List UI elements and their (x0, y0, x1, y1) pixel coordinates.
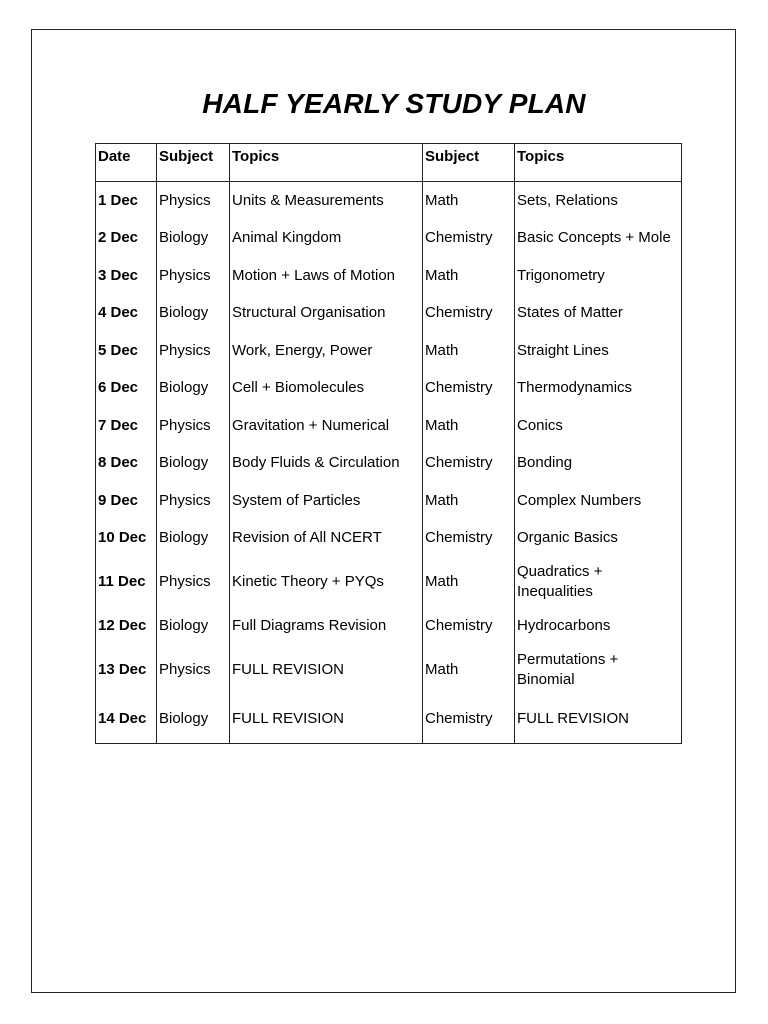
date-cell: 3 Dec (96, 257, 157, 295)
topic-cell: Sets, Relations (515, 182, 682, 220)
table-row (96, 645, 682, 695)
column-header-topics: Topics (515, 144, 682, 182)
topic-cell: Organic Basics (515, 520, 682, 558)
date-cell: 6 Dec (96, 370, 157, 408)
subject-cell: Biology (157, 695, 230, 744)
topic-cell: Quadratics + Inequalities (515, 557, 682, 607)
subject-cell: Math (423, 482, 515, 520)
date-cell: 12 Dec (96, 607, 157, 645)
date-cell: 7 Dec (96, 407, 157, 445)
topic-cell: Basic Concepts + Mole (515, 220, 682, 258)
study-plan-table (95, 143, 682, 744)
table-row (96, 370, 682, 408)
topic-cell: Units & Measurements (230, 182, 423, 220)
table-row (96, 257, 682, 295)
topic-cell: Full Diagrams Revision (230, 607, 423, 645)
subject-cell: Physics (157, 407, 230, 445)
table-body (96, 182, 682, 744)
table-row (96, 445, 682, 483)
table-row (96, 557, 682, 607)
subject-cell: Chemistry (423, 695, 515, 744)
date-cell: 14 Dec (96, 695, 157, 744)
topic-cell: Straight Lines (515, 332, 682, 370)
topic-cell: Body Fluids & Circulation (230, 445, 423, 483)
table-row (96, 482, 682, 520)
column-header-topics: Topics (230, 144, 423, 182)
subject-cell: Biology (157, 607, 230, 645)
subject-cell: Biology (157, 295, 230, 333)
topic-cell: Kinetic Theory + PYQs (230, 557, 423, 607)
table-row (96, 695, 682, 744)
date-cell: 9 Dec (96, 482, 157, 520)
topic-cell: Conics (515, 407, 682, 445)
subject-cell: Physics (157, 182, 230, 220)
subject-cell: Biology (157, 370, 230, 408)
subject-cell: Math (423, 645, 515, 695)
date-cell: 1 Dec (96, 182, 157, 220)
table-row (96, 220, 682, 258)
date-cell: 13 Dec (96, 645, 157, 695)
subject-cell: Physics (157, 332, 230, 370)
table-row (96, 182, 682, 220)
subject-cell: Chemistry (423, 607, 515, 645)
table-header-row (96, 144, 682, 182)
subject-cell: Biology (157, 220, 230, 258)
topic-cell: Work, Energy, Power (230, 332, 423, 370)
subject-cell: Chemistry (423, 520, 515, 558)
date-cell: 5 Dec (96, 332, 157, 370)
topic-cell: Revision of All NCERT (230, 520, 423, 558)
table-row (96, 520, 682, 558)
date-cell: 8 Dec (96, 445, 157, 483)
date-cell: 10 Dec (96, 520, 157, 558)
topic-cell: Motion + Laws of Motion (230, 257, 423, 295)
table-row (96, 607, 682, 645)
topic-cell: Complex Numbers (515, 482, 682, 520)
subject-cell: Math (423, 407, 515, 445)
subject-cell: Chemistry (423, 295, 515, 333)
topic-cell: Animal Kingdom (230, 220, 423, 258)
topic-cell: States of Matter (515, 295, 682, 333)
table-row (96, 295, 682, 333)
subject-cell: Physics (157, 257, 230, 295)
topic-cell: Structural Organisation (230, 295, 423, 333)
date-cell: 4 Dec (96, 295, 157, 333)
subject-cell: Physics (157, 482, 230, 520)
table-row (96, 407, 682, 445)
column-header-subject: Subject (423, 144, 515, 182)
date-cell: 11 Dec (96, 557, 157, 607)
date-cell: 2 Dec (96, 220, 157, 258)
subject-cell: Chemistry (423, 370, 515, 408)
subject-cell: Chemistry (423, 220, 515, 258)
subject-cell: Math (423, 182, 515, 220)
topic-cell: FULL REVISION (230, 695, 423, 744)
topic-cell: System of Particles (230, 482, 423, 520)
subject-cell: Biology (157, 445, 230, 483)
subject-cell: Math (423, 332, 515, 370)
subject-cell: Biology (157, 520, 230, 558)
topic-cell: Hydrocarbons (515, 607, 682, 645)
subject-cell: Physics (157, 645, 230, 695)
topic-cell: Trigonometry (515, 257, 682, 295)
column-header-subject: Subject (157, 144, 230, 182)
topic-cell: Gravitation + Numerical (230, 407, 423, 445)
topic-cell: Bonding (515, 445, 682, 483)
topic-cell: Permutations + Binomial (515, 645, 682, 695)
subject-cell: Chemistry (423, 445, 515, 483)
topic-cell: FULL REVISION (230, 645, 423, 695)
subject-cell: Math (423, 257, 515, 295)
subject-cell: Physics (157, 557, 230, 607)
subject-cell: Math (423, 557, 515, 607)
table-row (96, 332, 682, 370)
topic-cell: FULL REVISION (515, 695, 682, 744)
topic-cell: Cell + Biomolecules (230, 370, 423, 408)
column-header-date: Date (96, 144, 157, 182)
page-title: HALF YEARLY STUDY PLAN (202, 88, 586, 119)
topic-cell: Thermodynamics (515, 370, 682, 408)
